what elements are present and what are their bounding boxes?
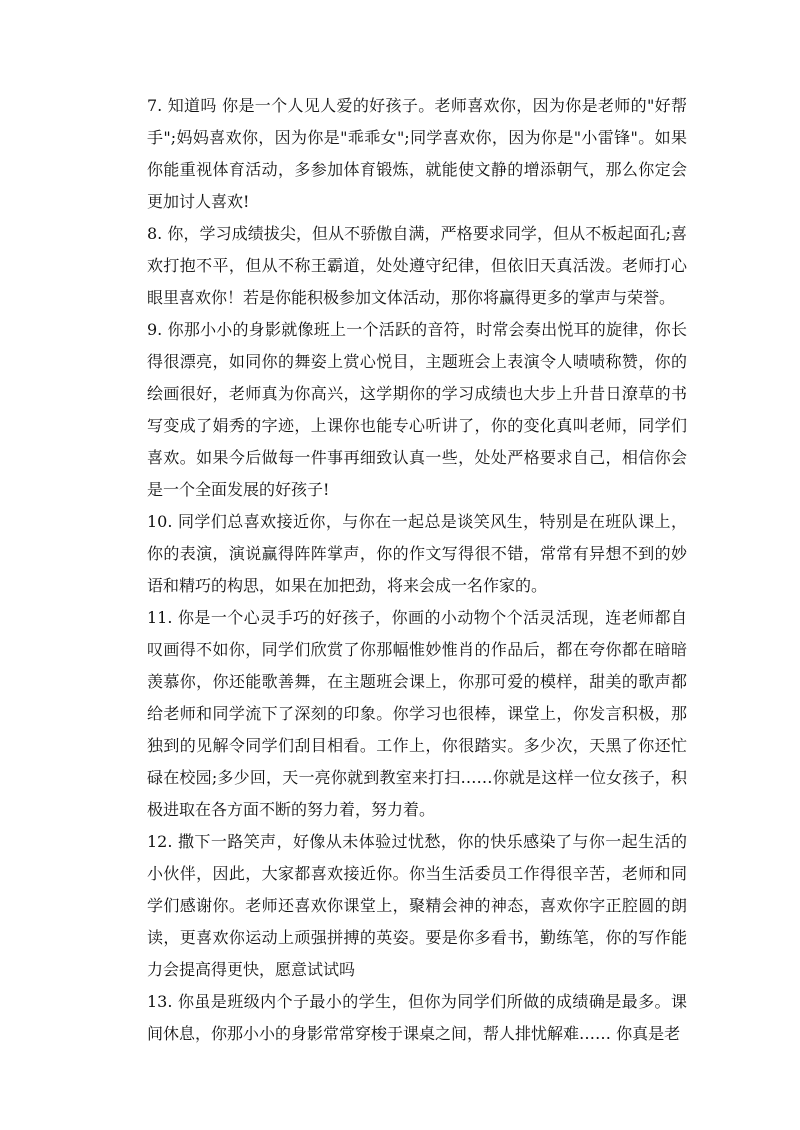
document-body [147, 90, 687, 1050]
paragraph-10: 10. 同学们总喜欢接近你，与你在一起总是谈笑风生，特别是在班队课上，你的表演，演说赢得阵阵掌声，你的作文写得很不错，常常有异想不到的妙语和精巧的构思，如果在加把劲，将来会成一名作家的。 [147, 512, 687, 595]
paragraph-8: 8. 你，学习成绩拔尖，但从不骄傲自满，严格要求同学，但从不板起面孔;喜欢打抱不平，但从不称王霸道，处处遵守纪律，但依旧天真活泼。老师打心眼里喜欢你！若是你能积极参加文体活动，那你将赢得更多的掌声与荣誉。 [147, 224, 687, 307]
paragraph-7: 7. 知道吗 你是一个人见人爱的好孩子。老师喜欢你，因为你是老师的"好帮手";妈妈喜欢你，因为你是"乖乖女";同学喜欢你，因为你是"小雷锋"。如果你能重视体育活动，多参加体育锻炼，就能使文静的增添朝气，那么你定会更加讨人喜欢! [147, 96, 687, 211]
paragraph-13: 13. 你虽是班级内个子最小的学生，但你为同学们所做的成绩确是最多。课间休息，你那小小的身影常常穿梭于课桌之间，帮人排忧解难…… 你真是老 [147, 992, 687, 1043]
paragraph-9: 9. 你那小小的身影就像班上一个活跃的音符，时常会奏出悦耳的旋律，你长得很漂亮，如同你的舞姿上赏心悦目，主题班会上表演令人啧啧称赞，你的绘画很好，老师真为你高兴，这学期你的学习成绩也大步上升昔日潦草的书写变成了娟秀的字迹，上课你也能专心听讲了，你的变化真叫老师，同学们喜欢。如果今后做每一件事再细致认真一些，处处严格要求自己，相信你会是一个全面发展的好孩子! [147, 320, 687, 499]
paragraph-11: 11. 你是一个心灵手巧的好孩子，你画的小动物个个活灵活现，连老师都自叹画得不如你，同学们欣赏了你那幅惟妙惟肖的作品后，都在夸你都在暗暗羡慕你，你还能歌善舞，在主题班会课上，你那可爱的模样，甜美的歌声都给老师和同学流下了深刻的印象。你学习也很棒，课堂上，你发言积极，那独到的见解令同学们刮目相看。工作上，你很踏实。多少次，天黑了你还忙碌在校园;多少回，天一亮你就到教室来打扫……你就是这样一位女孩子，积极进取在各方面不断的努力着，努力着。 [147, 608, 687, 819]
paragraph-12: 12. 撒下一路笑声，好像从未体验过忧愁，你的快乐感染了与你一起生活的小伙伴，因此，大家都喜欢接近你。你当生活委员工作得很辛苦，老师和同学们感谢你。老师还喜欢你课堂上，聚精会神的神态，喜欢你字正腔圆的朗读，更喜欢你运动上顽强拼搏的英姿。要是你多看书，勤练笔，你的写作能力会提高得更快，愿意试试吗 [147, 832, 687, 979]
